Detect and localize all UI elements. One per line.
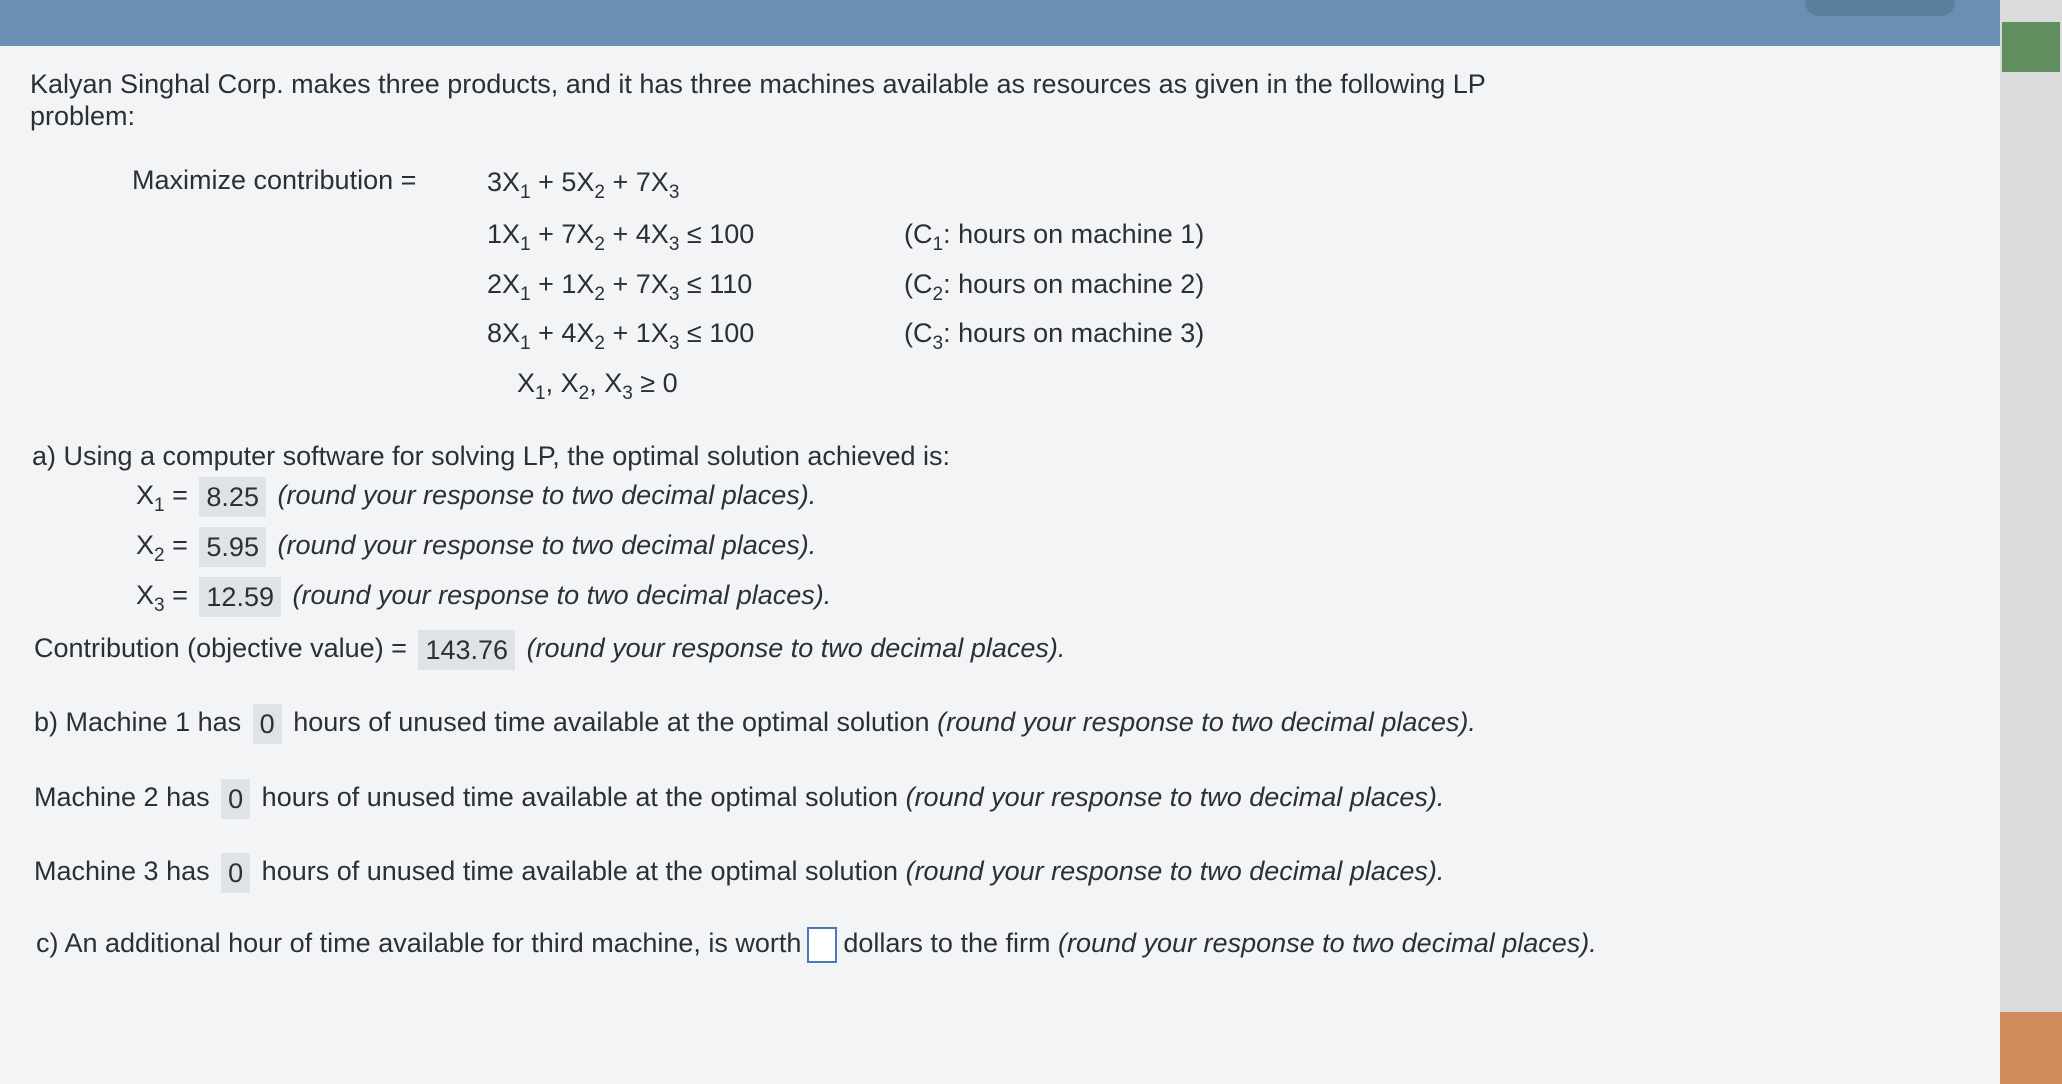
machine-label: b) Machine 1 has	[34, 707, 242, 738]
constraint-2-note	[904, 268, 1205, 305]
top-bar	[0, 0, 2000, 46]
constraint-1-note	[904, 218, 1205, 255]
machine-label: Machine 3 has	[34, 856, 210, 887]
equals-sign: =	[172, 580, 188, 611]
rounding-hint: (round your response to two decimal places).	[292, 580, 832, 611]
term: 3X	[487, 167, 521, 197]
machine-1-row	[34, 704, 1476, 744]
contribution-label: Contribution (objective value) =	[34, 633, 407, 664]
part-c-row	[36, 927, 1597, 963]
term: + 4X	[538, 318, 595, 348]
machine-text: hours of unused time available at the optimal solution	[261, 856, 899, 887]
subscript: 3	[668, 284, 680, 305]
rhs: ≤ 100	[686, 219, 755, 249]
subscript: 3	[154, 595, 165, 617]
part-c-prompt: c) An additional hour of time available for third machine, is worth	[36, 928, 802, 959]
machine-2-unused-field[interactable]: 0	[221, 779, 250, 819]
nonnegativity-constraint	[517, 367, 678, 404]
machine-text: hours of unused time available at the optimal solution	[261, 782, 899, 813]
machine-3-row	[34, 853, 1444, 893]
subscript: 1	[535, 383, 546, 404]
subscript: 2	[594, 333, 605, 354]
subscript: 3	[668, 234, 680, 255]
term: + 5X	[538, 167, 595, 197]
machine-1-unused-field[interactable]: 0	[253, 704, 282, 744]
right-sidebar	[2000, 0, 2062, 1084]
term: + 1X	[612, 318, 669, 348]
term: + 7X	[612, 269, 669, 299]
note-text: : hours on machine 3)	[943, 318, 1205, 348]
term: X	[517, 368, 536, 398]
rounding-hint: (round your response to two decimal places).	[937, 707, 1476, 738]
equals-sign: =	[172, 480, 188, 511]
subscript: 3	[622, 383, 633, 404]
term: 2X	[487, 269, 521, 299]
subscript: 1	[520, 234, 531, 255]
constraint-3	[487, 317, 755, 354]
answer-x2-field[interactable]: 5.95	[199, 527, 266, 567]
rounding-hint: (round your response to two decimal places).	[277, 480, 817, 511]
rhs: ≤ 110	[686, 269, 753, 299]
objective-label: Maximize contribution =	[132, 165, 417, 195]
part-a-prompt: a) Using a computer software for solving LP, the optimal solution achieved is:	[32, 441, 950, 471]
answer-x3-field[interactable]: 12.59	[199, 577, 281, 617]
subscript: 1	[520, 284, 531, 305]
part-c-text: dollars to the firm	[843, 928, 1051, 959]
note-text: : hours on machine 1)	[943, 219, 1205, 249]
subscript: 1	[932, 234, 944, 255]
constraint-1	[487, 218, 755, 255]
top-bar-tab	[1805, 0, 1955, 16]
subscript: 2	[154, 545, 165, 567]
note-text: (C	[904, 219, 933, 249]
subscript: 3	[668, 182, 680, 203]
shadow-price-input[interactable]	[807, 927, 837, 963]
objective-function	[487, 166, 680, 203]
rhs: ≤ 100	[686, 318, 755, 348]
var-label: X	[136, 480, 155, 511]
term: + 7X	[538, 219, 595, 249]
subscript: 2	[594, 284, 605, 305]
subscript: 3	[668, 333, 680, 354]
equals-sign: =	[172, 530, 188, 561]
subscript: 1	[520, 182, 531, 203]
term: , X	[545, 368, 579, 398]
rounding-hint: (round your response to two decimal places).	[905, 782, 1445, 813]
subscript: 1	[520, 333, 531, 354]
machine-2-row	[34, 779, 1444, 819]
subscript: 2	[932, 284, 944, 305]
subscript: 1	[154, 495, 165, 517]
constraint-3-note	[904, 317, 1205, 354]
contribution-row	[34, 630, 1065, 670]
note-text: : hours on machine 2)	[943, 269, 1205, 299]
answer-x1-field[interactable]: 8.25	[199, 477, 266, 517]
var-label: X	[136, 530, 155, 561]
term: + 1X	[538, 269, 595, 299]
question-intro: Kalyan Singhal Corp. makes three products, and it has three machines available as resources as given in the following LP problem:	[30, 69, 1486, 131]
term: , X	[589, 368, 623, 398]
constraint-2	[487, 268, 753, 305]
term: 8X	[487, 318, 521, 348]
note-text: (C	[904, 318, 933, 348]
sidebar-orange-block	[2000, 1012, 2062, 1084]
rounding-hint: (round your response to two decimal places).	[277, 530, 817, 561]
sidebar-green-block	[2002, 22, 2060, 72]
term: + 4X	[612, 219, 669, 249]
note-text: (C	[904, 269, 933, 299]
rounding-hint: (round your response to two decimal places).	[526, 633, 1066, 664]
rounding-hint: (round your response to two decimal places).	[905, 856, 1445, 887]
answer-row-x2	[136, 527, 816, 567]
rounding-hint: (round your response to two decimal places).	[1057, 928, 1597, 959]
subscript: 3	[932, 333, 944, 354]
subscript: 2	[578, 383, 590, 404]
machine-text: hours of unused time available at the optimal solution	[293, 707, 930, 738]
machine-3-unused-field[interactable]: 0	[221, 853, 250, 893]
var-label: X	[136, 580, 155, 611]
answer-row-x1	[136, 477, 816, 517]
term: 1X	[487, 219, 521, 249]
rhs: ≥ 0	[640, 368, 678, 398]
term: + 7X	[612, 167, 669, 197]
machine-label: Machine 2 has	[34, 782, 210, 813]
subscript: 2	[594, 182, 605, 203]
subscript: 2	[594, 234, 605, 255]
answer-row-x3	[136, 577, 831, 617]
contribution-field[interactable]: 143.76	[418, 630, 515, 670]
